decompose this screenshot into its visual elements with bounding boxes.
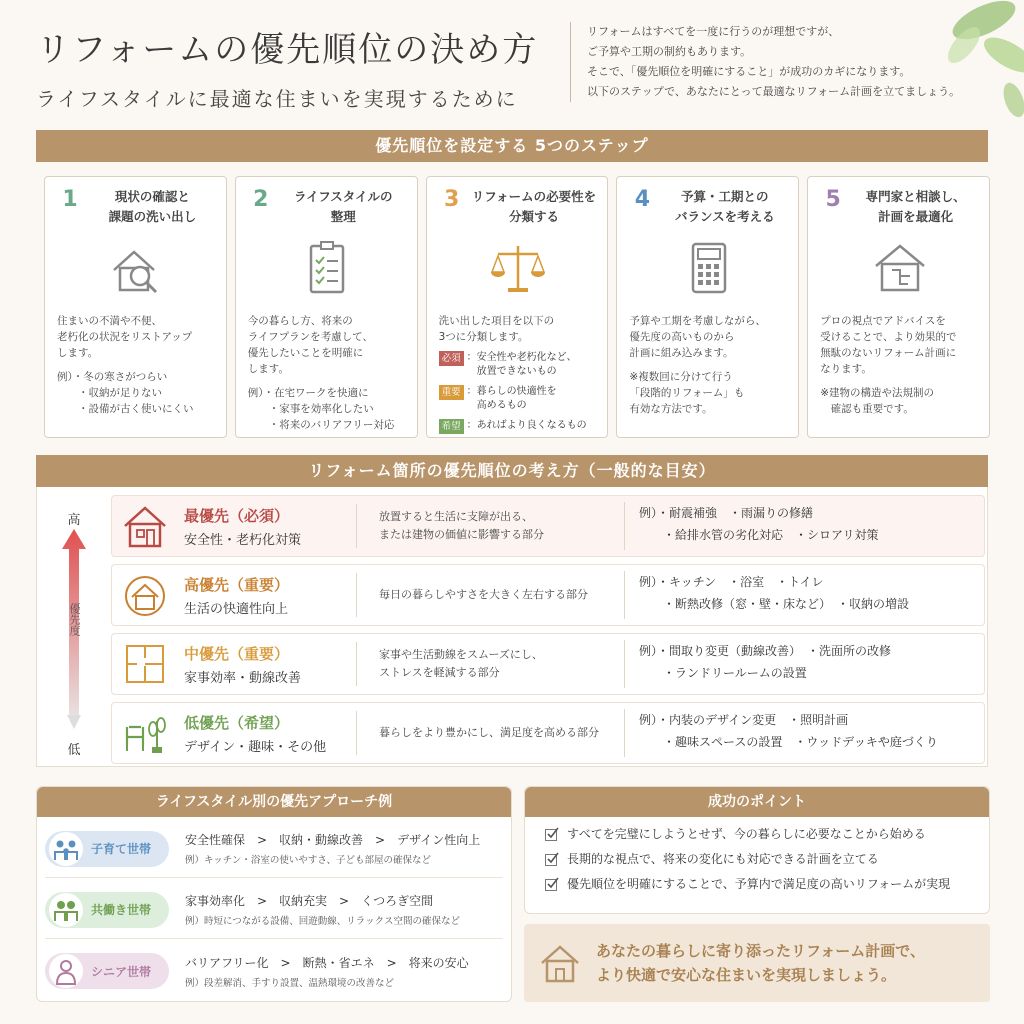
intro-line: 以下のステップで、あなたにとって最適なリフォーム計画を立てましょう。 <box>587 85 961 98</box>
lifestyle-badge <box>45 831 169 867</box>
priority-axis <box>59 503 89 758</box>
axis-high-label: 高 <box>67 513 81 528</box>
priority-description: 放置すると生活に支障が出る、 または建物の価値に影響する部分 <box>356 504 624 548</box>
priority-examples: 例）・内装のデザイン変更 ・照明計画 ・趣味スペースの設置 ・ウッドデッキや庭づくり <box>624 709 984 757</box>
success-item <box>545 850 989 867</box>
step-example: 例）・在宅ワークを快適に ・家事を効率化したい ・将来のバリアフリー対応 <box>247 387 395 431</box>
checkbox-icon <box>545 827 559 841</box>
step-number: 3 <box>443 187 460 212</box>
priority-title: 低優先（希望） <box>184 713 290 732</box>
senior-icon <box>49 956 83 986</box>
step-title: 予算・工期との バランスを考える <box>674 189 775 224</box>
step-number: 5 <box>825 187 841 212</box>
step-description: 予算や工期を考慮しながら、 優先度の高いものから 計画に組み込みます。 <box>629 315 766 359</box>
priority-subtitle: デザイン・趣味・その他 <box>184 739 327 755</box>
scale-icon <box>486 236 550 300</box>
closing-message <box>524 924 990 1002</box>
step-example: 例）・冬の寒さがつらい ・収納が足りない ・設備が古く使いにくい <box>57 371 194 415</box>
priority-row <box>111 702 985 764</box>
step-description: 今の暮らし方、将来の ライフプランを考慮して、 優先したいことを明確に します。 <box>247 315 373 375</box>
success-text: 長期的な視点で、将来の変化にも対応できる計画を立てる <box>567 852 879 866</box>
category-text: ：安全性や老朽化など、 放置できないもの <box>466 352 577 377</box>
category-text: ：あればより良くなるもの <box>466 420 587 431</box>
step-card-2 <box>235 176 418 438</box>
house-repair-icon <box>119 500 171 552</box>
category-item <box>439 351 598 379</box>
priority-panel <box>36 487 988 767</box>
step-card-4 <box>616 176 799 438</box>
priority-examples: 例）・耐震補強 ・雨漏りの修繕 ・給排水管の劣化対応 ・シロアリ対策 <box>624 502 984 550</box>
intro-line: リフォームはすべてを一度に行うのが理想ですが、 <box>587 25 840 38</box>
priority-rows <box>111 495 985 771</box>
lifestyle-example: 例）時短につながる設備、回遊動線、リラックス空間の確保など <box>185 916 461 927</box>
axis-low-label: 低 <box>67 743 81 758</box>
lifestyle-section-title: ライフスタイル別の優先アプローチ例 <box>37 787 511 817</box>
success-text: すべてを完璧にしようとせず、今の暮らしに必要なことから始める <box>567 827 926 841</box>
priority-title: 最優先（必須） <box>184 506 290 525</box>
step-title: 専門家と相談し、 計画を最適化 <box>865 189 966 224</box>
checklist-icon <box>295 236 359 300</box>
priority-title: 高優先（重要） <box>184 575 290 594</box>
step-number: 2 <box>253 187 269 212</box>
calculator-icon <box>677 236 741 300</box>
priority-examples: 例）・間取り変更（動線改善） ・洗面所の改修 ・ランドリールームの設置 <box>624 640 984 688</box>
success-item <box>545 875 989 892</box>
family-icon <box>49 834 83 864</box>
priority-subtitle: 生活の快適性向上 <box>184 601 289 617</box>
lifestyle-rows <box>37 820 511 1000</box>
step-description: プロの視点でアドバイスを 受けることで、より効果的で 無駄のないリフォーム計画に なります。 <box>820 315 957 375</box>
step-example: ※複数回に分けて行う 「段階的リフォーム」も 有効な方法です。 <box>629 371 745 415</box>
lifestyle-panel <box>36 786 512 1002</box>
priority-section-title: リフォーム箇所の優先順位の考え方（一般的な目安） <box>36 455 988 487</box>
lifestyle-label: 共働き世帯 <box>91 903 152 917</box>
lifestyle-example: 例）段差解消、手すり設置、温熱環境の改善など <box>185 977 395 989</box>
steps-section-title: 優先順位を設定する 5つのステップ <box>36 130 988 162</box>
step-description: 洗い出した項目を以下の 3つに分類します。 <box>438 315 555 343</box>
priority-subtitle: 安全性・老朽化対策 <box>184 532 302 548</box>
success-list <box>525 825 989 892</box>
lifestyle-badge <box>45 953 169 989</box>
step-number: 1 <box>62 187 78 212</box>
lifestyle-label: シニア世帯 <box>91 964 152 979</box>
priority-row <box>111 564 985 626</box>
priority-row <box>111 633 985 695</box>
house-icon <box>538 941 582 985</box>
axis-label: 優先度 <box>68 603 81 636</box>
step-card-3 <box>426 176 609 438</box>
step-title: ライフスタイルの 整理 <box>293 189 393 224</box>
intro-line: ご予算や工期の制約もあります。 <box>587 45 752 58</box>
success-section-title: 成功のポイント <box>525 787 989 817</box>
category-text: ：暮らしの快適性を 高めるもの <box>466 386 557 411</box>
category-item <box>439 385 598 413</box>
priority-title: 中優先（重要） <box>184 644 290 663</box>
step-number: 4 <box>634 187 651 212</box>
success-panel <box>524 786 990 914</box>
step-description: 住まいの不満や不便、 老朽化の状況をリストアップ します。 <box>57 315 193 359</box>
success-item <box>545 825 989 842</box>
chair-plant-icon <box>119 707 171 759</box>
step-card-5 <box>807 176 990 438</box>
closing-line-1: あなたの暮らしに寄り添ったリフォーム計画で、 <box>596 942 925 960</box>
lifestyle-row <box>45 942 503 1000</box>
intro-line: そこで、「優先順位を明確にすること」が成功のカギになります。 <box>587 65 911 78</box>
floorplan-icon <box>119 638 171 690</box>
house-blueprint-icon <box>868 236 932 300</box>
priority-examples: 例）・キッチン ・浴室 ・トイレ ・断熱改修（窓・壁・床など） ・収納の増設 <box>624 571 984 619</box>
priority-description: 家事や生活動線をスムーズにし、 ストレスを軽減する部分 <box>356 642 624 686</box>
step-example: ※建物の構造や法規制の 確認も重要です。 <box>820 387 934 415</box>
step-title: 現状の確認と 課題の洗い出し <box>108 189 197 224</box>
closing-line-2: より快適で安心な住まいを実現しましょう。 <box>596 966 897 984</box>
house-magnifier-icon <box>104 236 168 300</box>
lifestyle-row <box>45 820 503 878</box>
category-item <box>439 419 598 434</box>
priority-description: 毎日の暮らしやすさを大きく左右する部分 <box>356 573 624 617</box>
priority-description: 暮らしをより豊かにし、満足度を高める部分 <box>356 711 624 755</box>
category-tag: 必須 <box>439 351 464 366</box>
priority-subtitle: 家事効率・動線改善 <box>184 670 302 686</box>
title-block <box>36 22 538 112</box>
page-subtitle: ライフスタイルに最適な住まいを実現するために <box>36 87 518 111</box>
step-title: リフォームの必要性を 分類する <box>471 189 597 224</box>
category-tag: 重要 <box>439 385 464 400</box>
success-text: 優先順位を明確にすることで、予算内で満足度の高いリフォームが実現 <box>567 877 951 891</box>
checkbox-icon <box>545 877 559 891</box>
category-tag: 希望 <box>439 419 464 434</box>
lifestyle-label: 子育て世帯 <box>91 842 152 856</box>
lifestyle-flow: 安全性確保 > 収納・動線改善 > デザイン性向上 <box>185 833 481 847</box>
intro-text <box>570 22 980 102</box>
step-card-1 <box>44 176 227 438</box>
page-title: リフォームの優先順位の決め方 <box>36 30 539 70</box>
lifestyle-row <box>45 881 503 939</box>
couple-icon <box>49 895 83 925</box>
lifestyle-flow: バリアフリー化 > 断熱・省エネ > 将来の安心 <box>185 955 469 970</box>
lifestyle-example: 例）キッチン・浴室の使いやすさ、子ども部屋の確保など <box>185 855 431 866</box>
house-comfort-icon <box>119 569 171 621</box>
checkbox-icon <box>545 852 559 866</box>
steps-list <box>44 176 990 438</box>
lifestyle-badge <box>45 892 169 928</box>
priority-row <box>111 495 985 557</box>
lifestyle-flow: 家事効率化 > 収納充実 > くつろぎ空間 <box>185 894 434 908</box>
